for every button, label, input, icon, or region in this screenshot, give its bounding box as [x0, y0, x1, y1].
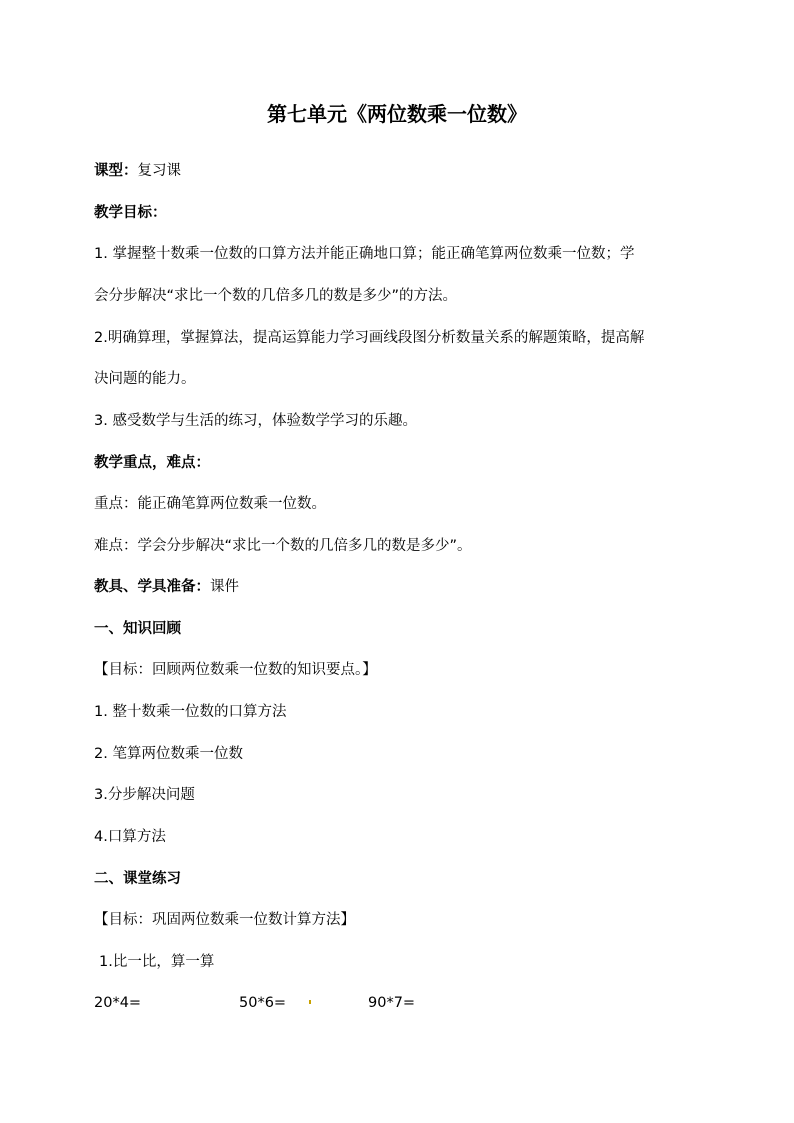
difficult-point: 难点：学会分步解决“求比一个数的几倍多几的数是多少”。 [94, 538, 472, 554]
stray-mark [309, 1000, 311, 1004]
review-item-1: 1. 整十数乘一位数的口算方法 [94, 704, 287, 720]
objective-1-line-1: 1. 掌握整十数乘一位数的口算方法并能正确地口算；能正确笔算两位数乘一位数；学 [94, 246, 635, 262]
objective-2-line-2: 决问题的能力。 [94, 371, 196, 387]
preparation-value: 课件 [210, 579, 239, 595]
review-item-4: 4.口算方法 [94, 829, 166, 845]
preparation-line [94, 576, 714, 598]
calc-expression-1: 20*4= [94, 995, 142, 1011]
review-item-2: 2. 笔算两位数乘一位数 [94, 746, 243, 762]
document-title: 第七单元《两位数乘一位数》 [267, 102, 527, 126]
key-points-heading: 教学重点，难点： [94, 455, 210, 471]
section-1-goal: 【目标：回顾两位数乘一位数的知识要点。】 [94, 662, 377, 678]
key-point: 重点：能正确笔算两位数乘一位数。 [94, 496, 326, 512]
review-item-3: 3.分步解决问题 [94, 787, 195, 803]
objective-1-line-2: 会分步解决“求比一个数的几倍多几的数是多少”的方法。 [94, 288, 458, 304]
objective-3: 3. 感受数学与生活的练习，体验数学学习的乐趣。 [94, 413, 417, 429]
objectives-heading: 教学目标： [94, 205, 167, 221]
lesson-type-value: 复习课 [137, 163, 181, 179]
calc-expression-2: 50*6= [239, 995, 287, 1011]
lesson-type-label: 课型： [94, 163, 138, 179]
calc-expression-3: 90*7= [368, 995, 416, 1011]
section-2-heading: 二、课堂练习 [94, 871, 181, 887]
objective-2-line-1: 2.明确算理，掌握算法，提高运算能力学习画线段图分析数量关系的解题策略，提高解 [94, 330, 645, 346]
section-1-heading: 一、知识回顾 [94, 621, 181, 637]
exercise-1-label: 1.比一比，算一算 [99, 954, 215, 970]
section-2-goal: 【目标：巩固两位数乘一位数计算方法】 [94, 912, 355, 928]
lesson-type-line [94, 160, 714, 182]
preparation-label: 教具、学具准备： [94, 579, 210, 595]
